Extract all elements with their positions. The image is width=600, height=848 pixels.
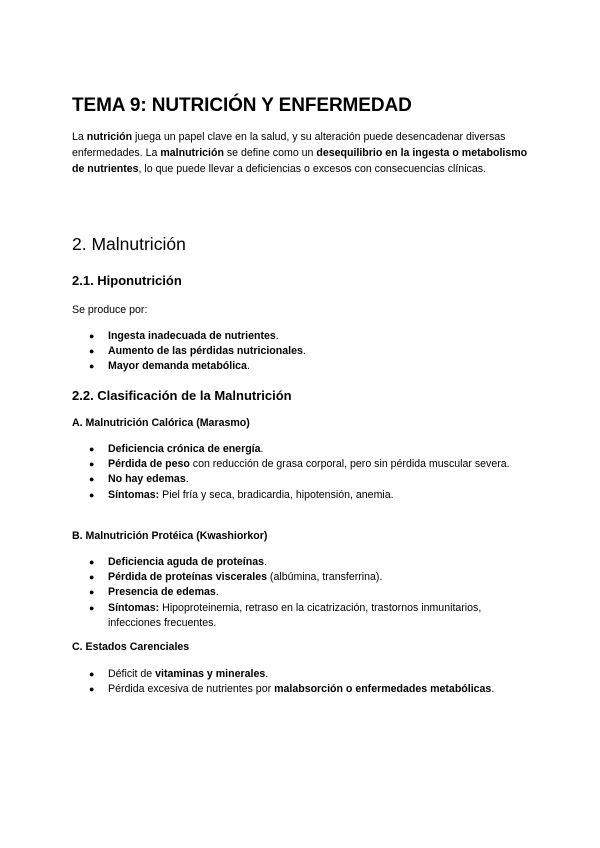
bullet-icon: ●	[89, 572, 95, 583]
list-item	[72, 601, 522, 631]
item-text: Déficit de	[108, 668, 156, 680]
item-bold: Deficiencia aguda de proteínas	[108, 556, 265, 568]
item-bold: Deficiencia crónica de energía	[108, 443, 261, 455]
item-text: .	[491, 683, 495, 696]
item-bold: Síntomas:	[108, 488, 160, 501]
intro-text: La	[72, 131, 87, 143]
item-text: .	[260, 443, 264, 455]
list-item	[72, 359, 522, 374]
kwashiorkor-list	[72, 555, 522, 631]
intro-text: , lo que puede llevar a deficiencias o excesos con consecuencias clínicas.	[138, 163, 486, 176]
intro-text: se define como un	[223, 147, 317, 160]
item-bold: Pérdida de proteínas viscerales	[108, 571, 267, 584]
item-bold: Aumento de las pérdidas nutricionales	[108, 345, 303, 358]
group-heading-carenciales: C. Estados Carenciales	[72, 641, 190, 653]
list-item	[72, 442, 522, 457]
subsection-heading-hiponutricion: 2.1. Hiponutrición	[72, 273, 182, 288]
item-text: .	[215, 586, 219, 599]
item-text: .	[246, 360, 250, 373]
hiponutricion-list	[72, 329, 522, 375]
intro-bold: malnutrición	[160, 147, 224, 160]
bullet-icon: ●	[89, 602, 95, 613]
bullet-icon: ●	[89, 459, 95, 470]
list-item	[72, 329, 522, 344]
bullet-icon: ●	[89, 587, 95, 598]
item-text: (albúmina, transferrina).	[266, 571, 383, 584]
bullet-icon: ●	[89, 557, 95, 567]
item-text: .	[265, 668, 269, 680]
hiponutricion-lead: Se produce por:	[72, 304, 148, 316]
item-bold: Ingesta inadecuada de nutrientes	[108, 330, 276, 342]
list-item	[72, 570, 522, 585]
item-text: Piel fría y seca, bradicardia, hipotensión, anemia.	[159, 488, 394, 501]
item-bold: Mayor demanda metabólica	[108, 360, 247, 373]
item-text: .	[275, 330, 279, 342]
bullet-icon: ●	[89, 331, 95, 341]
group-heading-marasmo: A. Malnutrición Calórica (Marasmo)	[72, 417, 250, 429]
marasmo-list	[72, 442, 522, 503]
bullet-icon: ●	[89, 474, 95, 485]
item-text: .	[302, 345, 306, 358]
section-heading-malnutricion: 2. Malnutrición	[72, 234, 186, 254]
item-bold: malabsorción o enfermedades metabólicas	[274, 683, 492, 696]
bullet-icon: ●	[89, 444, 95, 454]
list-item	[72, 555, 522, 570]
intro-bold: nutrición	[86, 131, 133, 143]
list-item	[72, 488, 522, 503]
item-text: .	[185, 473, 189, 486]
item-bold: No hay edemas	[108, 473, 186, 486]
list-item	[72, 344, 522, 359]
list-item	[72, 682, 522, 697]
intro-text: juega un papel clave en la salud, y su alteración puede desencadenar diversas enfermedades. La	[72, 131, 506, 160]
item-text: Pérdida excesiva de nutrientes por	[108, 683, 275, 696]
list-item	[72, 457, 522, 472]
list-item	[72, 585, 522, 600]
list-item	[72, 472, 522, 487]
item-bold: Presencia de edemas	[108, 586, 216, 599]
item-bold: Pérdida de peso	[108, 458, 190, 471]
page-title: TEMA 9: NUTRICIÓN Y ENFERMEDAD	[72, 95, 412, 116]
bullet-icon: ●	[89, 684, 95, 695]
item-bold: vitaminas y minerales	[155, 668, 266, 680]
item-text: Hipoproteinemia, retraso en la cicatrización, trastornos inmunitarios, infecciones frecuentes.	[108, 601, 482, 629]
group-heading-kwashiorkor: B. Malnutrición Protéica (Kwashiorkor)	[72, 530, 268, 542]
bullet-icon: ●	[89, 669, 95, 679]
item-text: .	[264, 556, 267, 568]
intro-paragraph	[72, 129, 542, 178]
item-text: con reducción de grasa corporal, pero sin pérdida muscular severa.	[189, 458, 510, 471]
intro-bold: desequilibrio en la ingesta o metabolismo de nutrientes	[72, 147, 528, 176]
bullet-icon: ●	[89, 361, 95, 372]
list-item	[72, 667, 522, 682]
item-bold: Síntomas:	[108, 601, 160, 614]
subsection-heading-clasificacion: 2.2. Clasificación de la Malnutrición	[72, 388, 292, 403]
carenciales-list	[72, 667, 522, 697]
bullet-icon: ●	[89, 489, 95, 500]
bullet-icon: ●	[89, 346, 95, 357]
